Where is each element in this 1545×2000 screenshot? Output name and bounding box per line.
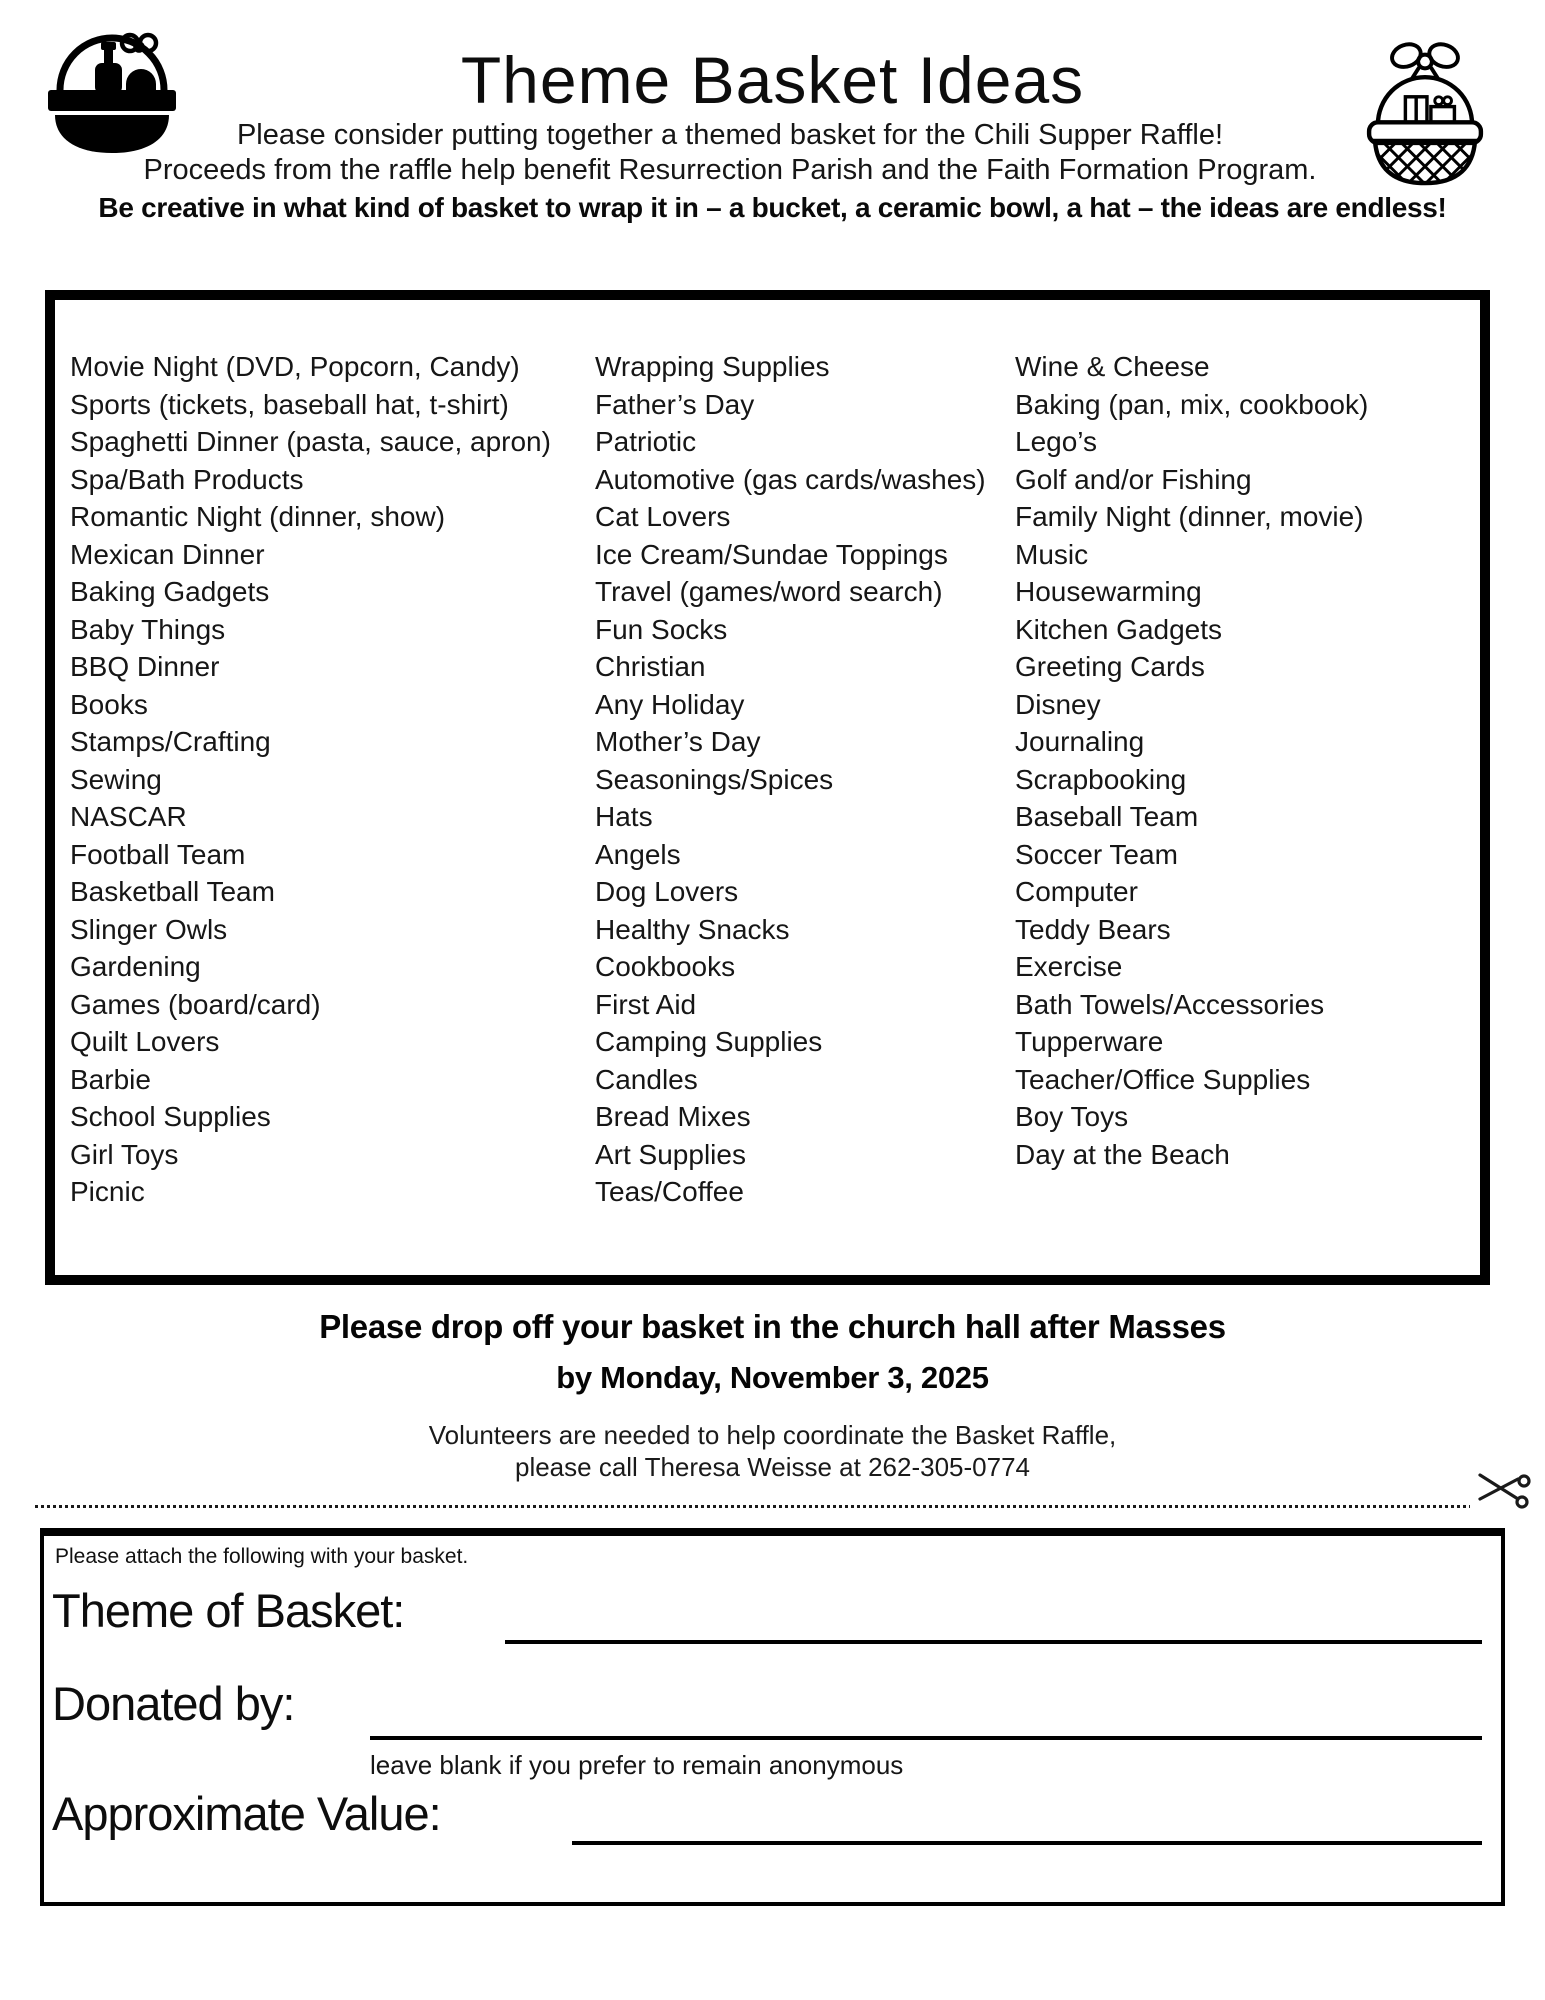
list-item: BBQ Dinner (70, 651, 220, 682)
dropoff-line-2: by Monday, November 3, 2025 (556, 1360, 989, 1395)
emphasis-line: Be creative in what kind of basket to wrap it in – a bucket, a ceramic bowl, a hat – the ideas are endless! (98, 192, 1447, 223)
list-item: Quilt Lovers (70, 1026, 220, 1057)
list-item: Baby Things (70, 613, 226, 645)
list-item: Candles (595, 1063, 698, 1095)
list-item: Father’s Day (595, 388, 755, 420)
list-item: Picnic (70, 1176, 145, 1207)
donated-by-blank-line (370, 1736, 1482, 1740)
list-item: Bath Towels/Accessories (1015, 988, 1325, 1020)
list-item: Lego’s (1015, 426, 1098, 457)
list-item: Patriotic (595, 426, 697, 457)
list-item: Fun Socks (595, 613, 728, 645)
list-item: Automotive (gas cards/washes) (595, 463, 986, 495)
list-item: Teacher/Office Supplies (1015, 1063, 1311, 1095)
list-item: Greeting Cards (1015, 651, 1205, 682)
theme-of-basket-blank-line (505, 1640, 1482, 1644)
list-item: Movie Night (DVD, Popcorn, Candy) (70, 351, 520, 382)
ideas-box (45, 290, 1490, 1285)
list-item: Journaling (1015, 726, 1145, 757)
list-item: Cat Lovers (595, 501, 731, 532)
list-item: Slinger Owls (70, 913, 228, 945)
list-item: Sports (tickets, baseball hat, t-shirt) (70, 388, 509, 420)
list-item: Exercise (1015, 951, 1123, 982)
list-item: Cookbooks (595, 951, 736, 982)
list-item: Wrapping Supplies (595, 351, 830, 382)
list-item: Sewing (70, 763, 162, 795)
list-item: Healthy Snacks (595, 913, 790, 945)
list-item: Travel (games/word search) (595, 576, 943, 607)
list-item: Gardening (70, 951, 201, 982)
cut-dotted-line (35, 1505, 1470, 1508)
list-item: Barbie (70, 1063, 151, 1095)
volunteer-line-2: please call Theresa Weisse at 262-305-0774 (514, 1452, 1031, 1482)
list-item: Mexican Dinner (70, 538, 265, 570)
list-item: Kitchen Gadgets (1015, 613, 1223, 645)
list-item: Hats (595, 801, 653, 832)
list-item: Wine & Cheese (1015, 351, 1210, 382)
list-item: First Aid (595, 988, 697, 1020)
list-item: Day at the Beach (1015, 1138, 1230, 1170)
approximate-value-label: Approximate Value: (52, 1787, 441, 1840)
list-item: Games (board/card) (70, 988, 321, 1020)
list-item: Teddy Bears (1015, 913, 1171, 945)
list-item: Girl Toys (70, 1138, 179, 1170)
form-instruction: Please attach the following with your basket. (55, 1545, 469, 1568)
list-item: Christian (595, 651, 706, 682)
list-item: Golf and/or Fishing (1015, 463, 1252, 495)
page-title: Theme Basket Ideas (460, 43, 1085, 117)
subtitle-line-1: Please consider putting together a themed basket for the Chili Supper Raffle! (236, 119, 1224, 151)
ideas-column-2 (595, 348, 1015, 1211)
list-item: Disney (1015, 688, 1101, 720)
list-item: Family Night (dinner, movie) (1015, 501, 1364, 532)
list-item: Ice Cream/Sundae Toppings (595, 538, 948, 570)
list-item: Computer (1015, 876, 1138, 907)
list-item: Seasonings/Spices (595, 763, 834, 795)
list-item: Angels (595, 838, 681, 870)
list-item: Scrapbooking (1015, 763, 1187, 795)
list-item: Tupperware (1015, 1026, 1164, 1057)
list-item: Stamps/Crafting (70, 726, 271, 757)
list-item: Music (1015, 538, 1089, 570)
anonymous-note: leave blank if you prefer to remain anonymous (370, 1750, 904, 1780)
list-item: Spa/Bath Products (70, 463, 304, 495)
theme-of-basket-label: Theme of Basket: (52, 1584, 405, 1637)
list-item: Mother’s Day (595, 726, 761, 757)
list-item: Bread Mixes (595, 1101, 751, 1132)
list-item: Camping Supplies (595, 1026, 823, 1057)
list-item: Dog Lovers (595, 876, 739, 907)
list-item: NASCAR (70, 801, 187, 832)
list-item: Spaghetti Dinner (pasta, sauce, apron) (70, 426, 551, 457)
subtitle-line-2: Proceeds from the raffle help benefit Resurrection Parish and the Faith Formation Program. (143, 154, 1317, 186)
list-item: Art Supplies (595, 1138, 746, 1170)
list-item: School Supplies (70, 1101, 271, 1132)
list-item: Books (70, 688, 148, 720)
ideas-column-3 (1015, 348, 1455, 1173)
list-item: Teas/Coffee (595, 1176, 744, 1207)
list-item: Football Team (70, 838, 246, 870)
list-item: Baking Gadgets (70, 576, 270, 607)
volunteer-line-1: Volunteers are needed to help coordinate the Basket Raffle, (428, 1420, 1117, 1450)
donated-by-label: Donated by: (52, 1677, 295, 1730)
list-item: Baking (pan, mix, cookbook) (1015, 388, 1369, 420)
list-item: Boy Toys (1015, 1101, 1129, 1132)
scissors-icon (1476, 1468, 1532, 1510)
dropoff-line-1: Please drop off your basket in the church hall after Masses (319, 1308, 1226, 1345)
list-item: Baseball Team (1015, 801, 1199, 832)
list-item: Housewarming (1015, 576, 1202, 607)
list-item: Soccer Team (1015, 838, 1178, 870)
list-item: Any Holiday (595, 688, 745, 720)
approximate-value-blank-line (572, 1841, 1482, 1845)
list-item: Romantic Night (dinner, show) (70, 501, 446, 532)
ideas-column-1 (70, 348, 595, 1211)
list-item: Basketball Team (70, 876, 275, 907)
header-subtitles (0, 118, 1460, 188)
